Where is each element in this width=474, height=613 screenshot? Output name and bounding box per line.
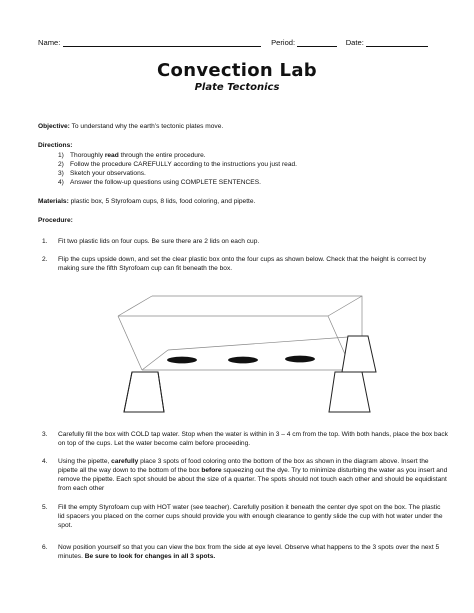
materials-text: plastic box, 5 Styrofoam cups, 8 lids, food coloring, and pipette. — [68, 198, 256, 205]
procedure-step-3: 3. Carefully fill the box with COLD tap water. Stop when the water is within in 3 – 4 cm from the top. With both hands, place the box back on top of the cups. Let the water become calm before proceeding. — [42, 431, 448, 447]
direction-item: 2) Follow the procedure CAREFULLY according to the instructions you just read. — [58, 161, 297, 168]
dye-spot-center — [228, 357, 258, 364]
materials — [38, 197, 255, 206]
cup-front-right — [329, 372, 370, 412]
procedure-step-5: 5. Fill the empty Styrofoam cup with HOT water (see teacher). Carefully position it beneath the center dye spot on the box. The plastic lid spacers you placed on the corner cups should provide you with enough clearance to gently slide the cup with hot water under the spot. — [42, 504, 443, 529]
directions-label: Directions: — [38, 142, 73, 149]
date-label: Date: — [345, 38, 364, 47]
objective — [38, 122, 223, 131]
procedure-step-4: 4. Using the pipette, carefully place 3 spots of food coloring onto the bottom of the box as shown in the diagram above. Insert the pipette all the way down to the bottom of the box before squeezing out the dye. Try to minimize disturbing the water as you insert and remove the pipette. Each spot should be about the size of a quarter. The spots should not touch each other and should be equidistant from each other — [42, 458, 448, 492]
dye-spot-left — [167, 357, 197, 364]
direction-item: 3) Sketch your observations. — [58, 170, 146, 177]
objective-text: To understand why the earth’s tectonic plates move. — [69, 123, 224, 130]
procedure-label: Procedure: — [38, 217, 73, 224]
procedure-step-1: 1. Fit two plastic lids on four cups. Be sure there are 2 lids on each cup. — [42, 238, 260, 245]
cup-back-right — [342, 336, 376, 372]
page-title: Convection Lab — [157, 60, 317, 81]
period-blank[interactable] — [297, 38, 337, 47]
name-label: Name: — [38, 38, 61, 47]
direction-item: 1) Thoroughly read through the entire procedure. — [58, 152, 206, 159]
procedure-step-6: 6. Now position yourself so that you can view the box from the side at eye level. Observe what happens to the 3 spots over the next 5 minutes. Be sure to look for changes in all 3 spots. — [42, 544, 440, 560]
box-on-cups-diagram — [100, 288, 390, 418]
page-subtitle: Plate Tectonics — [194, 82, 280, 93]
dye-spot-right — [285, 356, 315, 363]
date-blank[interactable] — [366, 38, 428, 47]
name-blank[interactable] — [63, 38, 261, 47]
direction-item: 4) Answer the follow-up questions using COMPLETE SENTENCES. — [58, 179, 261, 186]
cup-front-left — [124, 372, 164, 412]
materials-label: Materials: — [38, 198, 69, 205]
period-label: Period: — [271, 38, 296, 47]
objective-label: Objective: — [38, 123, 70, 130]
procedure-step-2: 2. Flip the cups upside down, and set the clear plastic box onto the four cups as shown below. Check that the height is correct by making sure the fifth Styrofoam cup can fit beneath the box. — [42, 256, 426, 272]
header-row — [38, 38, 428, 47]
